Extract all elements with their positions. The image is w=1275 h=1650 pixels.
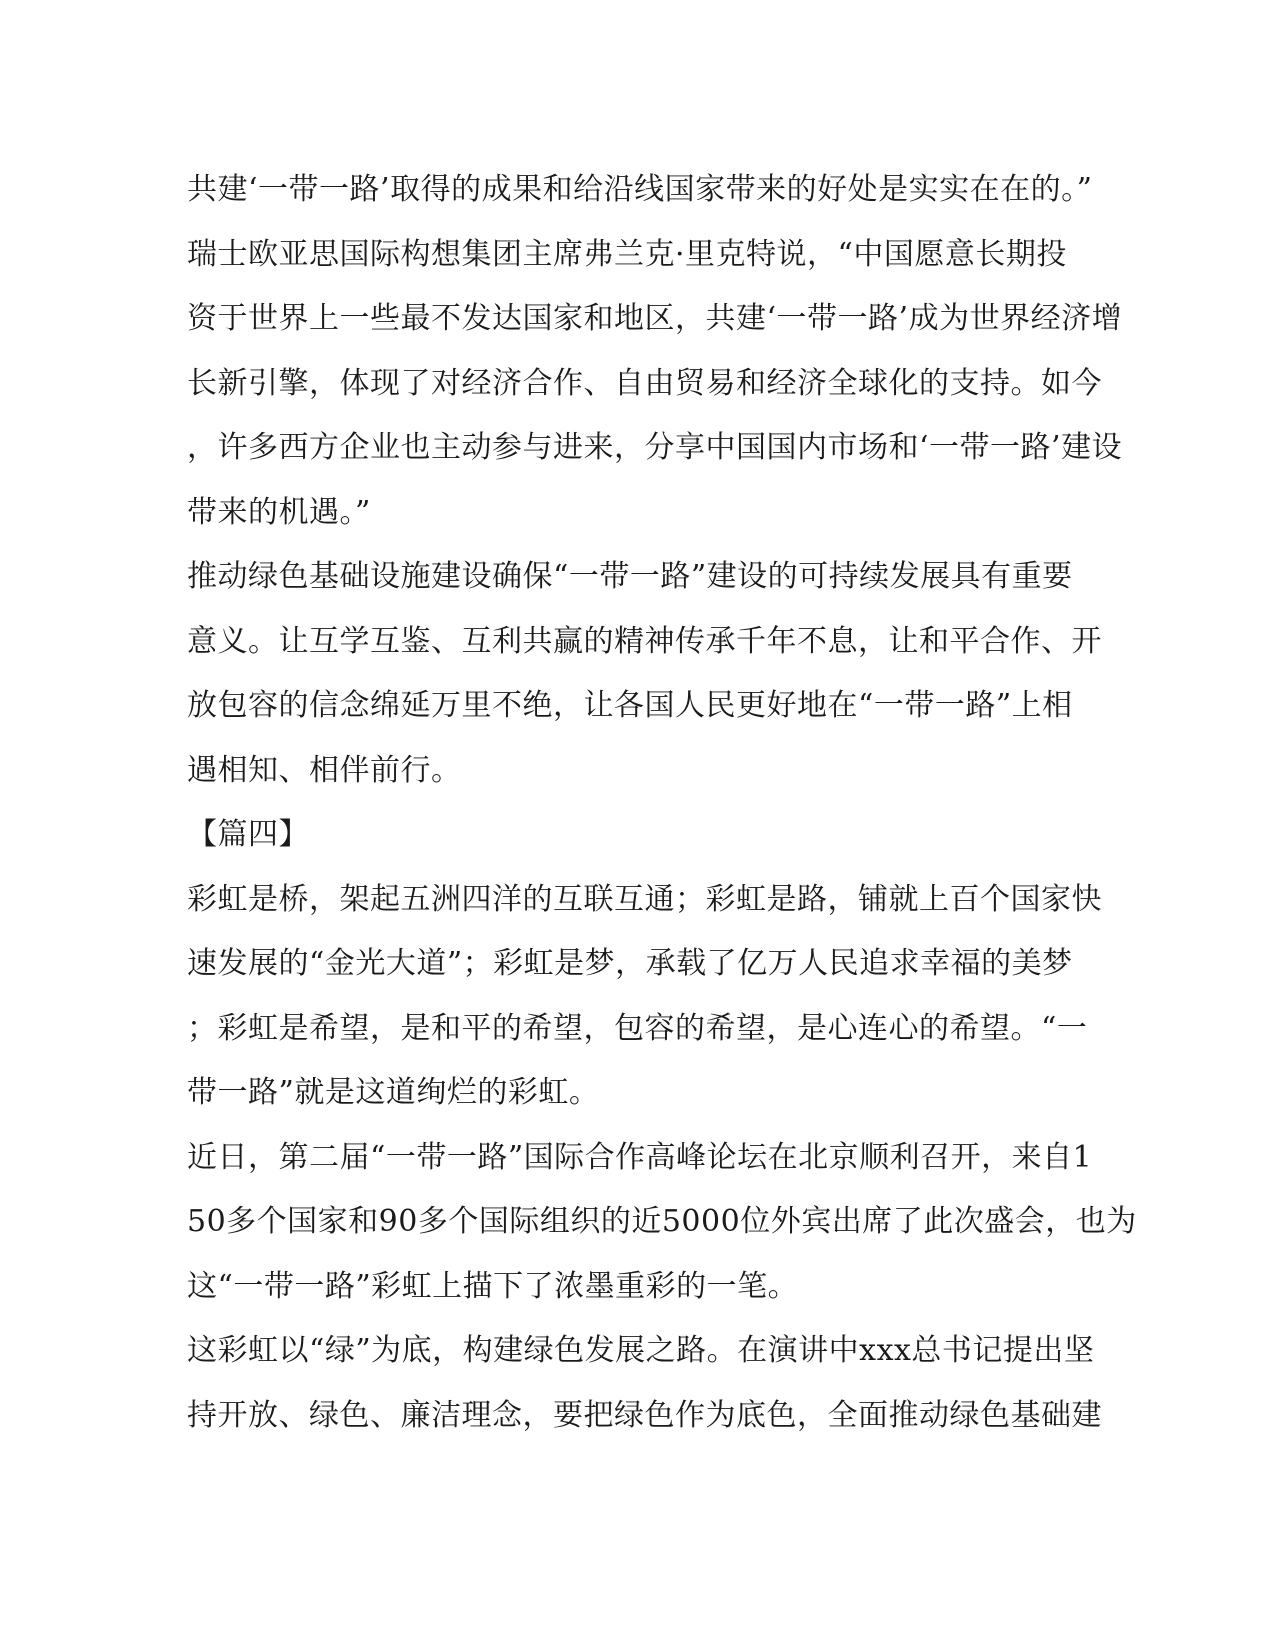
text-line-10: 遇相知、相伴前行。 [187,752,462,788]
text-line-17: 50多个国家和90多个国际组织的近5000位外宾出席了此次盛会，也为 [187,1204,1137,1239]
text-line-16: 近日，第二届“一带一路”国际合作高峰论坛在北京顺利召开，来自1 [187,1139,1093,1175]
text-line-19: 这彩虹以“绿”为底，构建绿色发展之路。在演讲中xxx总书记提出坚 [187,1333,1095,1368]
text-line-4: 长新引擎，体现了对经济合作、自由贸易和经济全球化的支持。如今 [187,365,1102,401]
text-line-14: ；彩虹是希望，是和平的希望，包容的希望，是心连心的希望。“一 [187,1010,1088,1046]
document-body [187,158,1137,1448]
text-line-12: 彩虹是桥，架起五洲四洋的互联互通；彩虹是路，铺就上百个国家快 [187,881,1102,917]
text-line-6: 带来的机遇。” [187,494,371,530]
text-line-3: 资于世界上一些最不发达国家和地区，共建‘一带一路’成为世界经济增 [187,301,1123,336]
section-heading: 【篇四】 [187,817,309,852]
text-line-1: 共建‘一带一路’取得的成果和给沿线国家带来的好处是实实在在的。” [187,172,1093,207]
text-line-13: 速发展的“金光大道”；彩虹是梦，承载了亿万人民追求幸福的美梦 [187,946,1073,981]
text-line-2: 瑞士欧亚思国际构想集团主席弗兰克·里克特说，“中国愿意长期投 [187,236,1067,272]
text-line-18: 这“一带一路”彩虹上描下了浓墨重彩的一笔。 [187,1268,799,1304]
text-line-20: 持开放、绿色、廉洁理念，要把绿色作为底色，全面推动绿色基础建 [187,1397,1102,1433]
text-line-7: 推动绿色基础设施建设确保“一带一路”建设的可持续发展具有重要 [187,559,1073,594]
text-line-9: 放包容的信念绵延万里不绝，让各国人民更好地在“一带一路”上相 [187,688,1073,723]
text-line-15: 带一路”就是这道绚烂的彩虹。 [187,1075,600,1110]
text-line-8: 意义。让互学互鉴、互利共赢的精神传承千年不息，让和平合作、开 [187,623,1102,659]
text-line-5: ，许多西方企业也主动参与进来，分享中国国内市场和‘一带一路’建设 [187,430,1123,465]
